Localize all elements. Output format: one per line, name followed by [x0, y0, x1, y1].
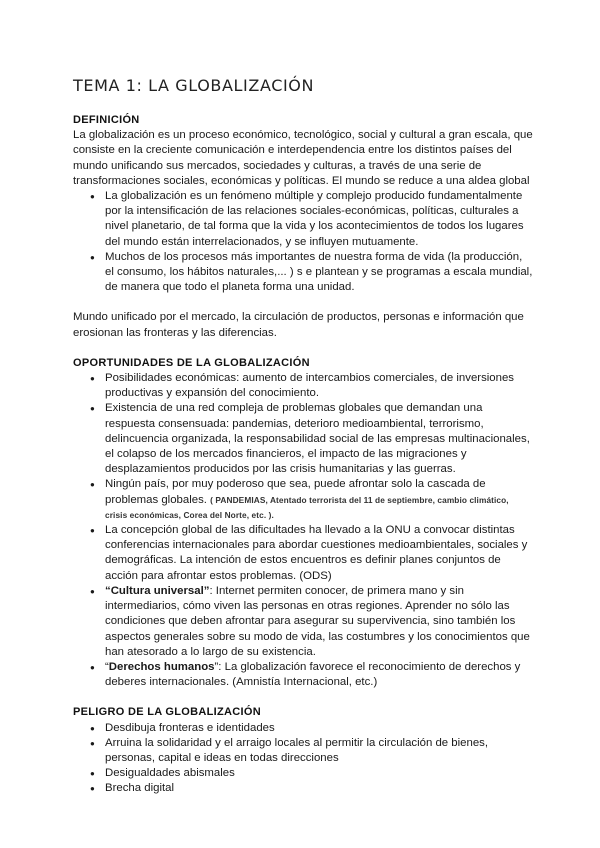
section-heading-oportunidades: OPORTUNIDADES DE LA GLOBALIZACIÓN — [73, 356, 310, 369]
list-item: ● Desdibuja fronteras e identidades — [105, 721, 533, 736]
list-item-text: : Internet permiten conocer, de primera mano y sin intermediarios, cómo viven las personas en otras regiones. Aprender no sólo las condiciones que deben afrontar para asegurar su supervivencia, sino también los aspectos generales sobre su modo de vida, las costumbres y los conocimientos que han atesorado a lo largo de su existencia. — [105, 584, 530, 658]
list-item: ● Desigualdades abismales — [105, 766, 533, 781]
section-heading-peligro: PELIGRO DE LA GLOBALIZACIÓN — [73, 706, 261, 719]
definition-closing-paragraph: Mundo unificado por el mercado, la circulación de productos, personas e información que erosionan las fronteras y las diferencias. — [73, 311, 524, 339]
document-body — [73, 113, 533, 797]
document-title: TEMA 1: LA GLOBALIZACIÓN — [73, 76, 315, 95]
derechos-humanos-term: Derechos humanos — [108, 660, 215, 673]
list-item: ● La globalización es un fenómeno múltiple y complejo producido fundamentalmente por la intensificación de las relaciones sociales-económicas, políticas, culturales a nivel planetario, de tal forma que la vida y los acontecimientos de todos los lugares del mundo están interrelacionados, y se influyen mutuamente. — [105, 189, 533, 250]
definition-list — [73, 189, 533, 295]
list-item-text: ”: La globalización favorece el reconocimiento de derechos y deberes internacionales. (Amnistía Internacional, etc.) — [105, 660, 521, 689]
list-item-note: ( PANDEMIAS, Atentado terrorista del 11 de septiembre, cambio climático, crisis económicas, Corea del Norte, etc. ). — [105, 494, 509, 520]
list-item-text: Ningún país, por muy poderoso que sea, puede afrontar solo la cascada de problemas globales. — [105, 478, 486, 506]
list-item — [105, 584, 533, 660]
section-heading-definicion: DEFINICIÓN — [73, 114, 140, 126]
cultura-universal-term: “Cultura universal” — [105, 584, 210, 597]
list-item — [105, 660, 533, 690]
list-item: ● Existencia de una red compleja de problemas globales que demandan una respuesta consensuada: pandemias, deterioro medioambiental, terrorismo, delincuencia organizada, la responsabilidad social de las empresas multinacionales, el colapso de los mercados financieros, el impacto de las migraciones y desplazamientos producidos por las crisis humanitarias y las guerras. — [105, 401, 533, 477]
list-item: ● Arruina la solidaridad y el arraigo locales al permitir la circulación de bienes, personas, capital e ideas en todas direcciones — [105, 736, 533, 766]
list-item: ● Posibilidades económicas: aumento de intercambios comerciales, de inversiones productivas y expansión del conocimiento. — [105, 371, 533, 401]
opportunities-list — [73, 371, 533, 690]
list-item — [105, 477, 533, 523]
definition-paragraph: La globalización es un proceso económico, tecnológico, social y cultural a gran escala, que consiste en la creciente comunicación e interdependencia entre los distintos países del mundo unificando sus mercados, sociedades y culturas, a través de una serie de transformaciones sociales, económicas y políticas. El mundo se reduce a una aldea global — [73, 129, 533, 187]
dangers-list — [73, 721, 533, 797]
list-item: ● La concepción global de las dificultades ha llevado a la ONU a convocar distintas conferencias internacionales para abordar cuestiones medioambientales, sociales y demográficas. La intención de estos encuentros es definir planes conjuntos de acción para afrontar estos problemas. (ODS) — [105, 523, 533, 584]
list-item: ● Muchos de los procesos más importantes de nuestra forma de vida (la producción, el consumo, los hábitos naturales,... ) s e plantean y se programas a escala mundial, de manera que todo el planeta forma una unidad. — [105, 250, 533, 296]
list-item: ● Brecha digital — [105, 781, 533, 796]
open-quote: “ — [105, 660, 109, 673]
